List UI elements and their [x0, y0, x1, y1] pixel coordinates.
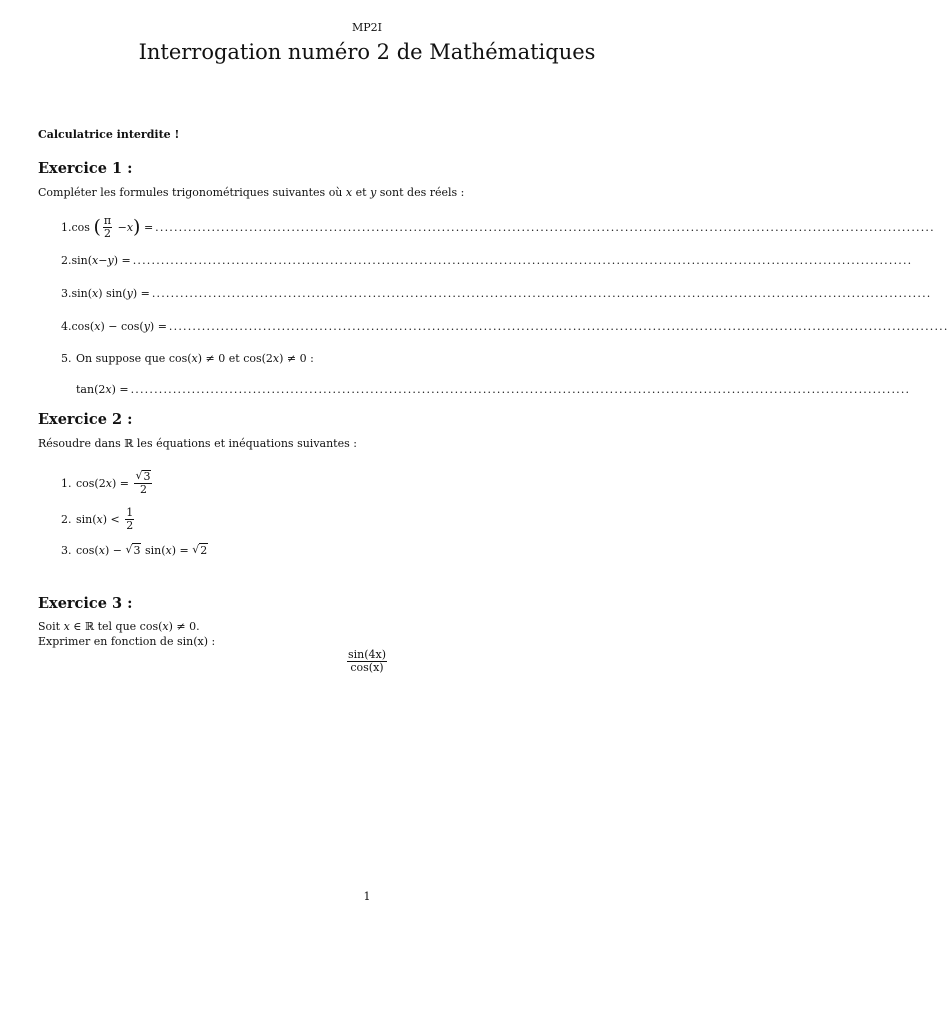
- exercise-1-item-4: 4. cos( x ) − cos( y ) = ......................................................................................................................................................................: [61, 319, 949, 333]
- answer-blank[interactable]: ......................................................................................................................................................................: [155, 220, 935, 234]
- exercise-2-instruction: Résoudre dans ℝ les équations et inéquations suivantes :: [38, 437, 357, 450]
- exercise-1-item-2: 2. sin( x − y ) = ......................................................................................................................................................................: [61, 253, 913, 267]
- exercise-1-instruction: Compléter les formules trigonométriques suivantes où x et y sont des réels :: [38, 186, 465, 199]
- exercise-1-item-5-line: tan(2 x ) = ......................................................................................................................................................................: [76, 382, 911, 396]
- exercise-2-item-1: 1. cos(2 x ) = √ 3 2: [61, 469, 151, 496]
- fraction-denominator: cos(x): [350, 660, 384, 674]
- exercise-1-item-1: 1. cos ( $\frac{\pi}{2}$ − x ) = ......................................................................................................................................................................: [61, 213, 935, 240]
- exercise-1-heading: Exercice 1 :: [38, 160, 133, 177]
- page-title: Interrogation numéro 2 de Mathématiques: [138, 40, 596, 64]
- course-label: MP2I: [351, 21, 382, 34]
- exercise-1-item-5: 5. On suppose que cos( x ) ≠ 0 et cos(2 x ) ≠ 0 :: [61, 351, 314, 365]
- exercise-2-item-2: 2. sin( x ) < $\frac{1}{2}$: [61, 505, 134, 532]
- answer-blank[interactable]: ......................................................................................................................................................................: [168, 319, 949, 333]
- exercise-3-line-2: Exprimer en fonction de sin(x) :: [38, 635, 216, 648]
- answer-blank[interactable]: ......................................................................................................................................................................: [132, 253, 913, 267]
- answer-blank[interactable]: ......................................................................................................................................................................: [151, 286, 932, 300]
- exercise-3-fraction: [0, 649, 734, 673]
- fraction-numerator: sin(4x): [347, 648, 387, 661]
- exercise-2-heading: Exercice 2 :: [38, 411, 133, 428]
- answer-blank[interactable]: ......................................................................................................................................................................: [130, 382, 911, 396]
- exercise-3-line-1: Soit x ∈ ℝ tel que cos(x) ≠ 0.: [38, 620, 200, 633]
- exercise-2-item-3: 3. cos( x ) − √ 3 sin( x ) = √ 2: [61, 543, 208, 557]
- calculator-notice: Calculatrice interdite !: [38, 128, 180, 141]
- page-number: 1: [363, 890, 371, 903]
- exercise-3-heading: Exercice 3 :: [38, 595, 133, 612]
- exercise-1-item-3: 3. sin( x ) sin( y ) = ......................................................................................................................................................................: [61, 286, 932, 300]
